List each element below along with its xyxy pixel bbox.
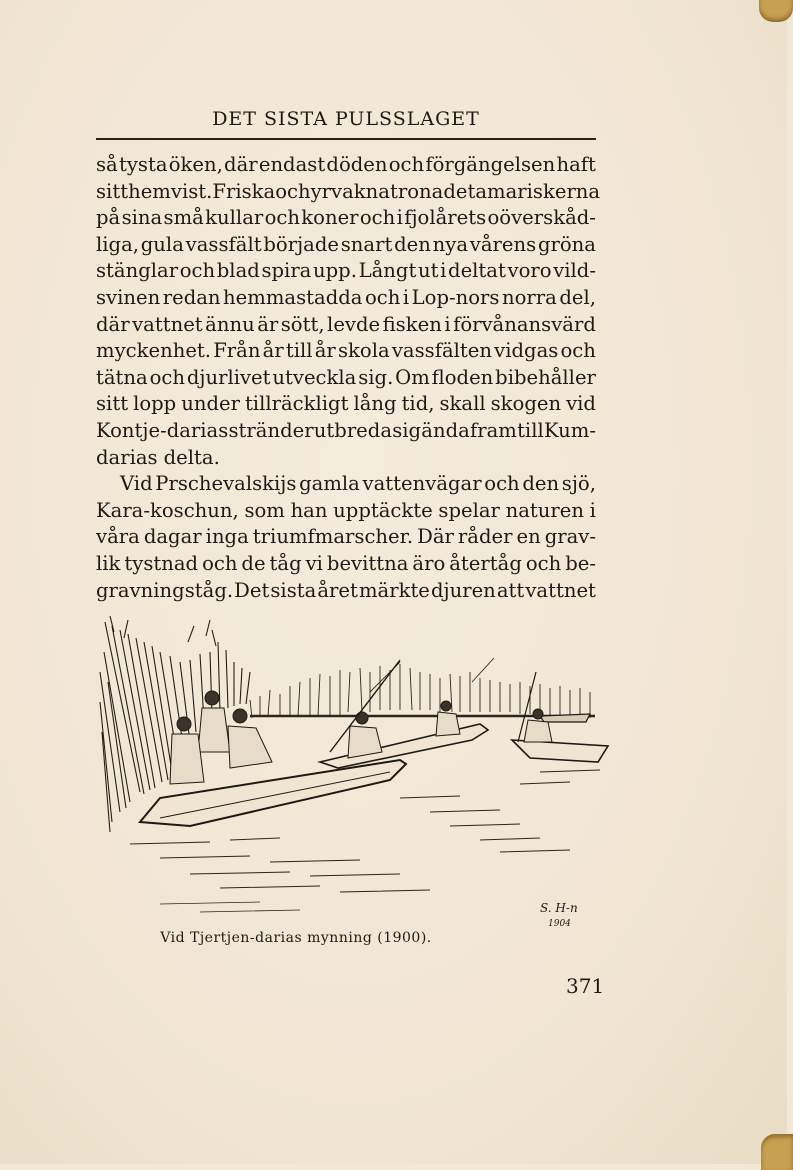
word: redan [162, 285, 221, 309]
word: och [149, 365, 185, 389]
word: vattnet [525, 578, 596, 602]
word: tysta [118, 153, 168, 176]
word: och [364, 285, 401, 309]
word: yrvakna [310, 179, 390, 203]
word: och [388, 153, 425, 176]
word: vassfält [185, 232, 262, 256]
word: i [396, 206, 403, 230]
word: och [202, 551, 238, 575]
word: ända [421, 418, 470, 442]
word: kullar [205, 206, 264, 230]
word: stänglar [96, 259, 179, 283]
word: hemmastadda [223, 285, 363, 309]
word: inga [205, 525, 249, 549]
word: darias [96, 445, 158, 469]
word: dagar [143, 525, 202, 549]
word: under [181, 392, 240, 416]
word: äro [412, 551, 446, 575]
word: vild- [553, 259, 596, 283]
word: triumfmarscher. [252, 525, 414, 549]
word: som [244, 498, 285, 522]
word: där [224, 153, 258, 176]
word: vattnet [132, 312, 203, 336]
word: den [394, 232, 431, 256]
word: sött, [280, 312, 325, 336]
word: så [96, 153, 118, 176]
word: skall [439, 392, 486, 416]
word: norra [501, 285, 557, 309]
word: be- [565, 551, 596, 575]
word: haft [556, 153, 596, 176]
word: sitt [96, 179, 129, 203]
word: där [96, 312, 130, 336]
word: tåg [269, 551, 302, 575]
word: sig. [358, 365, 394, 389]
text-line [96, 312, 596, 339]
word: Det [234, 578, 270, 602]
word: Långt [358, 259, 417, 283]
word: började [263, 232, 339, 256]
running-head: DET SISTA PULSSLAGET [212, 108, 480, 130]
word: fram [469, 418, 517, 442]
word: gröna [537, 232, 596, 256]
word: vid [566, 392, 596, 416]
text-line [96, 258, 596, 285]
page-number: 371 [566, 974, 605, 998]
canoe-middle [320, 724, 488, 768]
word: fjolårets [404, 206, 487, 230]
word: Där [417, 525, 454, 549]
word: snart [340, 232, 393, 256]
word: skola [337, 339, 390, 363]
word: oöverskåd- [487, 206, 596, 230]
word: upp. [313, 259, 357, 283]
word: till [517, 418, 544, 442]
word: spelar [438, 498, 500, 522]
word: spira [261, 259, 312, 283]
word: sjö, [561, 472, 596, 496]
text-line [96, 152, 596, 179]
word: stränder [228, 418, 314, 442]
word: vidgas [494, 339, 559, 363]
word: Prschevalskijs [155, 472, 297, 496]
body-text [96, 152, 601, 604]
word: märkte [358, 578, 430, 602]
word: svinen [96, 285, 161, 309]
word: sig [392, 418, 422, 442]
text-line [96, 445, 596, 472]
text-line [96, 418, 596, 445]
word: och [560, 339, 596, 363]
text-line [96, 551, 596, 578]
word: sista [270, 578, 317, 602]
word: tätna [96, 365, 148, 389]
word: året [317, 578, 358, 602]
word: på [96, 206, 121, 230]
word: deltat [448, 259, 506, 283]
word: djurlivet [186, 365, 271, 389]
word: i [444, 312, 451, 336]
word: i [440, 259, 447, 283]
word: lopp [133, 392, 177, 416]
word: tronade [389, 179, 468, 203]
word: en [516, 525, 541, 549]
word: upptäckte [333, 498, 433, 522]
svg-text:1904: 1904 [548, 919, 571, 929]
word: djuren [430, 578, 496, 602]
word: återtåg [449, 551, 522, 575]
word: liga, [96, 232, 139, 256]
word: våra [96, 525, 140, 549]
word: och [359, 206, 396, 230]
word: Lop-nors [411, 285, 500, 309]
text-line [96, 578, 596, 605]
word: Kum- [543, 418, 596, 442]
word: gamla [299, 472, 360, 496]
binder-clip-bottom [761, 1134, 793, 1170]
word: grav- [544, 525, 596, 549]
word: sitt [96, 392, 129, 416]
word: i [589, 498, 596, 522]
word: öken, [168, 153, 223, 176]
text-line [96, 232, 596, 259]
text-line [96, 179, 601, 206]
word: koner [301, 206, 359, 230]
word: Kara-koschun, [96, 498, 239, 522]
word: blad [216, 259, 260, 283]
word: tystnad [124, 551, 199, 575]
word: döden [326, 153, 388, 176]
word: och [275, 179, 311, 203]
word: tid, [401, 392, 435, 416]
word: år [262, 339, 284, 363]
word: hemvist. [128, 179, 213, 203]
river-boats-illustration [100, 612, 615, 929]
word: Vid [120, 472, 153, 496]
figure-caption: Vid Tjertjen-darias mynning (1900). [160, 930, 432, 946]
word: tillräckligt [244, 392, 349, 416]
word: tamariskerna [467, 179, 601, 203]
word: sina [121, 206, 163, 230]
word: han [290, 498, 328, 522]
word: Friska [212, 179, 276, 203]
word: levde [327, 312, 381, 336]
reed-bank-far [250, 658, 595, 718]
word: och [525, 551, 562, 575]
word: den [522, 472, 560, 496]
word: Om [395, 365, 430, 389]
word: lång [353, 392, 397, 416]
word: är [257, 312, 279, 336]
word: år [314, 339, 336, 363]
word: gula [140, 232, 184, 256]
word: voro [507, 259, 552, 283]
word: endast [258, 153, 326, 176]
word: nya [432, 232, 469, 256]
word: skogen [490, 392, 562, 416]
text-line [96, 471, 596, 498]
word: råder [457, 525, 513, 549]
word: vattenvägar [362, 472, 482, 496]
text-line [96, 365, 596, 392]
text-line [96, 498, 596, 525]
word: förgängelsen [425, 153, 556, 176]
word: vassfälten [391, 339, 492, 363]
canoe-right [512, 740, 608, 762]
svg-text:S. H-n: S. H-n [540, 901, 578, 915]
word: förvånansvärd [453, 312, 596, 336]
word: floden [431, 365, 494, 389]
word: delta. [163, 445, 220, 469]
word: naturen [505, 498, 584, 522]
word: de [241, 551, 266, 575]
word: i [402, 285, 410, 309]
word: små [163, 206, 204, 230]
word: utbreda [313, 418, 393, 442]
text-line [96, 524, 596, 551]
word: bevittna [326, 551, 409, 575]
word: att [496, 578, 525, 602]
word: fisken [382, 312, 442, 336]
word: myckenhet. [96, 339, 212, 363]
word: Från [213, 339, 261, 363]
header-rule [96, 138, 596, 140]
word: och [484, 472, 520, 496]
text-line [96, 391, 596, 418]
word: och [179, 259, 216, 283]
word: bibehåller [495, 365, 596, 389]
word: utveckla [272, 365, 357, 389]
word: till [285, 339, 313, 363]
word: och [264, 206, 300, 230]
text-line [96, 338, 596, 365]
word: lik [96, 551, 121, 575]
word: ännu [205, 312, 255, 336]
word: vi [305, 551, 323, 575]
binder-clip-top [759, 0, 793, 22]
text-line [96, 285, 596, 312]
word: Kontje-darias [96, 418, 229, 442]
word: vårens [469, 232, 537, 256]
word: del, [559, 285, 596, 309]
word: ut [417, 259, 439, 283]
word: gravningståg. [96, 578, 234, 602]
canoe-far [540, 714, 590, 722]
text-line [96, 205, 596, 232]
